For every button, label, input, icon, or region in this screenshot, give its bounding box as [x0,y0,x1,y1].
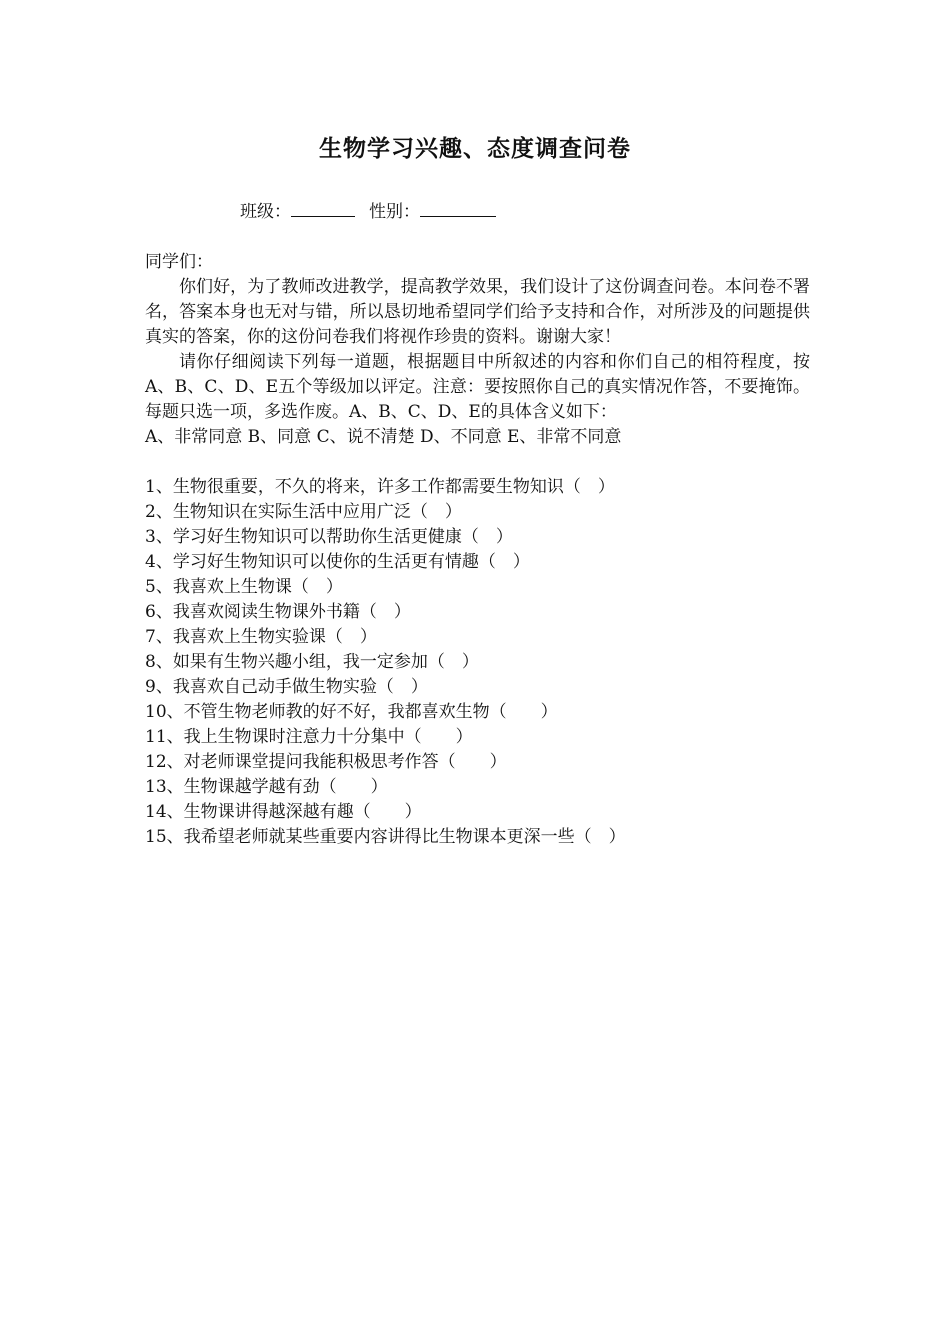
question-item: 5、我喜欢上生物课（ ） [145,577,343,597]
class-label: 班级： [240,202,291,222]
question-item: 6、我喜欢阅读生物课外书籍（ ） [145,602,411,622]
question-item: 9、我喜欢自己动手做生物实验（ ） [145,677,428,697]
question-item: 4、学习好生物知识可以使你的生活更有情趣（ ） [145,552,530,572]
question-item: 8、如果有生物兴趣小组，我一定参加（ ） [145,652,479,672]
instruction-paragraph: 请你仔细阅读下列每一道题，根据题目中所叙述的内容和你们自己的相符程度，按A、B、C、D、E五个等级加以评定。注意：要按照你自己的真实情况作答，不要掩饰。每题只选一项，多选作废。A、B、C、D、E的具体含义如下： [145,352,810,422]
document-title: 生物学习兴趣、态度调查问卷 [319,135,631,162]
gender-label: 性别： [369,202,420,222]
question-item: 14、生物课讲得越深越有趣（ ） [145,802,422,822]
gender-field[interactable] [420,199,496,217]
question-item: 12、对老师课堂提问我能积极思考作答（ ） [145,752,507,772]
question-item: 10、不管生物老师教的好不好，我都喜欢生物（ ） [145,702,558,722]
student-info-line [240,199,496,224]
question-item: 11、我上生物课时注意力十分集中（ ） [145,727,473,747]
class-field[interactable] [291,199,355,217]
question-item: 1、生物很重要，不久的将来，许多工作都需要生物知识（ ） [145,477,615,497]
question-item: 3、学习好生物知识可以帮助你生活更健康（ ） [145,527,513,547]
document-body [145,250,810,850]
scale-legend: A、非常同意 B、同意 C、说不清楚 D、不同意 E、非常不同意 [145,427,622,447]
question-item: 2、生物知识在实际生活中应用广泛（ ） [145,502,462,522]
question-item: 15、我希望老师就某些重要内容讲得比生物课本更深一些（ ） [145,827,626,847]
question-item: 7、我喜欢上生物实验课（ ） [145,627,377,647]
question-list [145,475,810,850]
intro-paragraph: 你们好，为了教师改进教学，提高教学效果，我们设计了这份调查问卷。本问卷不署名，答案本身也无对与错，所以恳切地希望同学们给予支持和合作，对所涉及的问题提供真实的答案，你的这份问卷我们将视作珍贵的资料。谢谢大家！ [145,277,810,347]
blank-line [145,450,810,475]
question-item: 13、生物课越学越有劲（ ） [145,777,388,797]
greeting: 同学们： [145,252,213,272]
